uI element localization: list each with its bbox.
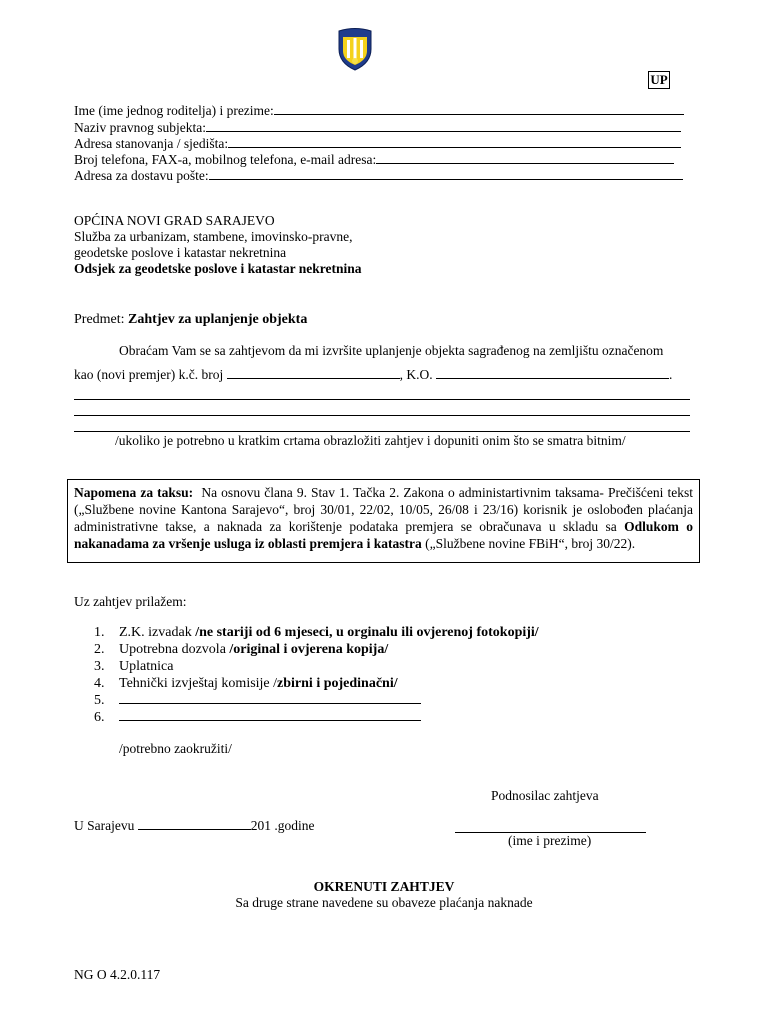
contact-label: Broj telefona, FAX-a, mobilnog telefona, e-mail adresa:: [74, 152, 377, 167]
attachments-intro: Uz zahtjev prilažem:: [74, 594, 187, 609]
explanation-line-2[interactable]: [74, 415, 690, 416]
year-label: 201 .godine: [250, 818, 315, 833]
address-field[interactable]: [74, 136, 681, 152]
explanation-line-3[interactable]: [74, 431, 690, 432]
entity-name-blank[interactable]: [206, 131, 681, 132]
subject-label: Predmet:: [74, 312, 125, 327]
parcel-number-blank[interactable]: [227, 378, 400, 379]
delivery-address-label: Adresa za dostavu pošte:: [74, 168, 209, 183]
recipient-municipality: OPĆINA NOVI GRAD SARAJEVO: [74, 213, 275, 228]
delivery-address-field[interactable]: [74, 168, 683, 184]
request-body-line1: Obraćam Vam se sa zahtjevom da mi izvršite uplanjenje objekta sagrađenog na zemljištu označenom: [119, 343, 664, 358]
entity-name-field[interactable]: [74, 120, 681, 136]
attachment-5-blank[interactable]: [119, 691, 421, 704]
parcel-label: kao (novi premjer) k.č. broj: [74, 367, 224, 382]
municipality-crest-logo: [335, 27, 375, 71]
attachment-item-4: 4. Tehnički izvještaj komisije /zbirni i pojedinačni/: [94, 676, 398, 691]
attachment-item-6[interactable]: 6.: [94, 708, 421, 726]
address-blank[interactable]: [228, 147, 681, 148]
parcel-line: [74, 367, 672, 383]
place-date-line: [74, 818, 314, 834]
place-label: U Sarajevu: [74, 818, 135, 833]
applicant-name-field[interactable]: [74, 103, 684, 119]
contact-blank[interactable]: [376, 163, 674, 164]
fee-note-reference: („Službene novine FBiH“, broj 30/22).: [425, 536, 636, 551]
turn-over-title: OKRENUTI ZAHTJEV: [313, 879, 455, 894]
contact-field[interactable]: [74, 152, 674, 168]
signature-caption: (ime i prezime): [508, 833, 592, 848]
applicant-name-blank[interactable]: [274, 114, 684, 115]
cadastral-municipality-label: , K.O.: [399, 367, 433, 382]
recipient-service: Služba za urbanizam, stambene, imovinsko-pravne,: [74, 229, 353, 244]
entity-name-label: Naziv pravnog subjekta:: [74, 120, 206, 135]
attachment-item-5[interactable]: 5.: [94, 691, 421, 709]
submitter-label: Podnosilac zahtjeva: [491, 788, 599, 803]
fee-note-box: [67, 479, 700, 563]
attachment-6-blank[interactable]: [119, 708, 421, 721]
circle-instruction: /potrebno zaokružiti/: [119, 741, 232, 756]
fee-note-decision: Odlukom o nakanadama za vršenje usluga iz oblasti premjera i katastra: [74, 519, 693, 551]
form-code-box: UP: [648, 71, 670, 89]
date-blank[interactable]: [138, 829, 251, 830]
attachment-item-2: 2. Upotrebna dozvola /original i ovjerena kopija/: [94, 642, 389, 657]
address-label: Adresa stanovanja / sjedišta:: [74, 136, 229, 151]
fee-note-label: Napomena za taksu:: [74, 485, 194, 500]
fee-note-body: Na osnovu člana 9. Stav 1. Tačka 2. Zakona o administartivnim taksama- Prečišćeni tekst („Službene novine Kantona Sarajevo“, broj 30/01, 22/02, 10/05, 26/08 i 23/16) korisnik je oslobođen plaćanja administrativne takse, a naknada za korištenje podataka premjera se obračunava u skladu sa: [74, 485, 693, 534]
delivery-address-blank[interactable]: [209, 179, 683, 180]
explanation-line-1[interactable]: [74, 399, 690, 400]
attachment-item-3: 3. Uplatnica: [94, 659, 174, 674]
recipient-service-cont: geodetske poslove i katastar nekretnina: [74, 245, 287, 260]
cadastral-municipality-blank[interactable]: [436, 378, 669, 379]
applicant-name-label: Ime (ime jednog roditelja) i prezime:: [74, 103, 274, 118]
explanation-hint: /ukoliko je potrebno u kratkim crtama obrazložiti zahtjev i dopuniti onim što se smatra bitnim/: [115, 433, 626, 448]
fee-note-text: [74, 484, 693, 552]
subject-title: Zahtjev za uplanjenje objekta: [128, 312, 308, 327]
parcel-line-end: .: [668, 367, 673, 382]
document-code: NG O 4.2.0.117: [74, 967, 161, 982]
turn-over-subtitle: Sa druge strane navedene su obaveze plaćanja naknade: [235, 895, 533, 910]
attachment-item-1: 1. Z.K. izvadak /ne stariji od 6 mjeseci, u orginalu ili ovjerenoj fotokopiji/: [94, 625, 539, 640]
recipient-department: Odsjek za geodetske poslove i katastar nekretnina: [74, 261, 362, 276]
subject-line: [74, 312, 307, 328]
